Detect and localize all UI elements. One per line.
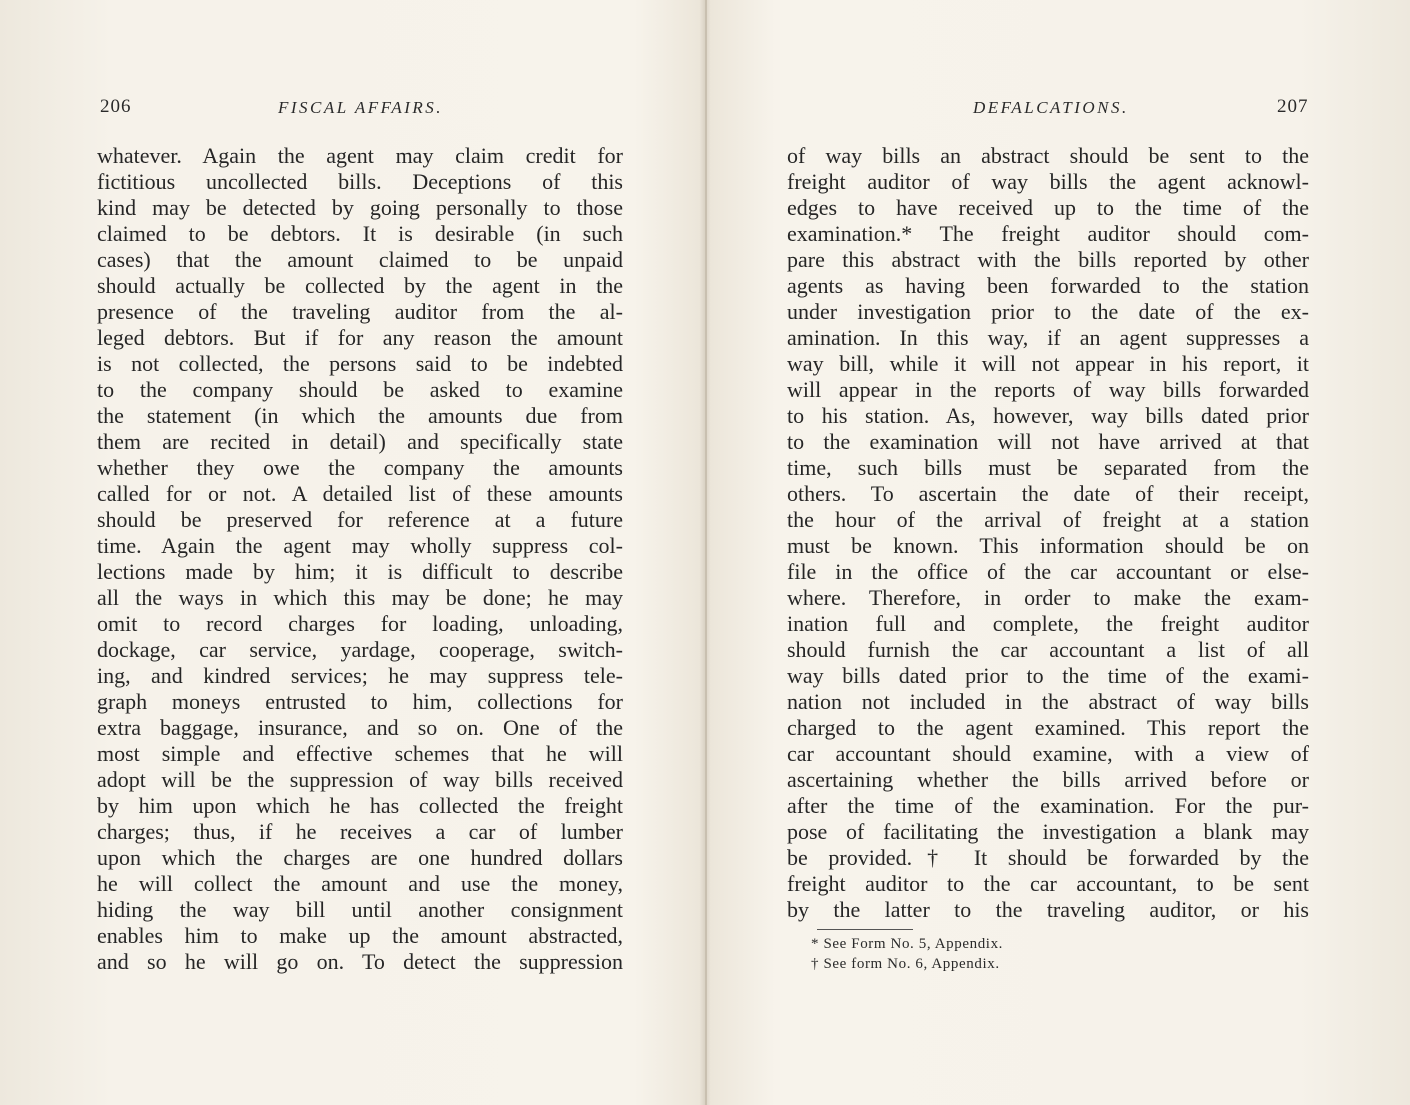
text-line: should be preserved for reference at a future (97, 507, 623, 532)
text-line: others. To ascertain the date of their receipt, (787, 481, 1309, 506)
text-line: freight auditor of way bills the agent acknowl- (787, 169, 1309, 194)
page-body-text (97, 143, 623, 975)
text-line: by him upon which he has collected the freight (97, 793, 623, 818)
footnotes (811, 934, 1003, 974)
text-line: graph moneys entrusted to him, collections for (97, 689, 623, 714)
text-line: upon which the charges are one hundred dollars (97, 845, 623, 870)
text-line: to the examination will not have arrived at that (787, 429, 1309, 454)
text-line: leged debtors. But if for any reason the amount (97, 325, 623, 350)
text-line: enables him to make up the amount abstracted, (97, 923, 623, 948)
right-page (707, 0, 1410, 1105)
page-body-text (787, 143, 1309, 923)
text-line: claimed to be debtors. It is desirable (in such (97, 221, 623, 246)
text-line: whatever. Again the agent may claim credit for (97, 143, 623, 168)
text-line: edges to have received up to the time of the (787, 195, 1309, 220)
footnote: † See form No. 6, Appendix. (811, 956, 1000, 972)
text-line: them are recited in detail) and specifically state (97, 429, 623, 454)
text-line: most simple and effective schemes that he will (97, 741, 623, 766)
text-line: car accountant should examine, with a view of (787, 741, 1309, 766)
footnote-rule (817, 929, 913, 930)
text-line: the hour of the arrival of freight at a station (787, 507, 1309, 532)
text-line: presence of the traveling auditor from the al- (97, 299, 623, 324)
text-line: should furnish the car accountant a list of all (787, 637, 1309, 662)
text-line: ing, and kindred services; he may suppress tele- (97, 663, 623, 688)
text-line: kind may be detected by going personally to those (97, 195, 623, 220)
text-line: way bill, while it will not appear in his report, it (787, 351, 1309, 376)
text-line: and so he will go on. To detect the suppression (97, 949, 623, 974)
text-line: amination. In this way, if an agent suppresses a (787, 325, 1309, 350)
text-line: ination full and complete, the freight auditor (787, 611, 1309, 636)
text-line: the statement (in which the amounts due from (97, 403, 623, 428)
text-line: fictitious uncollected bills. Deceptions of this (97, 169, 623, 194)
page-number: 207 (1277, 96, 1309, 117)
text-line: is not collected, the persons said to be indebted (97, 351, 623, 376)
text-line: pare this abstract with the bills reported by other (787, 247, 1309, 272)
text-line: time, such bills must be separated from the (787, 455, 1309, 480)
text-line: hiding the way bill until another consignment (97, 897, 623, 922)
text-line: be provided.† It should be forwarded by the (787, 845, 1309, 870)
text-line: cases) that the amount claimed to be unpaid (97, 247, 623, 272)
text-line: dockage, car service, yardage, cooperage, switch- (97, 637, 623, 662)
text-line: whether they owe the company the amounts (97, 455, 623, 480)
text-line: to his station. As, however, way bills dated prior (787, 403, 1309, 428)
text-line: will appear in the reports of way bills forwarded (787, 377, 1309, 402)
running-head: FISCAL AFFAIRS. (278, 98, 443, 117)
text-line: by the latter to the traveling auditor, or his (787, 897, 1309, 922)
text-line: nation not included in the abstract of way bills (787, 689, 1309, 714)
text-line: should actually be collected by the agent in the (97, 273, 623, 298)
text-line: examination.* The freight auditor should com- (787, 221, 1309, 246)
text-line: way bills dated prior to the time of the exami- (787, 663, 1309, 688)
text-line: called for or not. A detailed list of these amounts (97, 481, 623, 506)
footnote: * See Form No. 5, Appendix. (811, 936, 1004, 952)
text-line: agents as having been forwarded to the station (787, 273, 1309, 298)
text-line: lections made by him; it is difficult to describe (97, 559, 623, 584)
text-line: pose of facilitating the investigation a blank may (787, 819, 1309, 844)
text-line: ascertaining whether the bills arrived before or (787, 767, 1309, 792)
text-line: must be known. This information should be on (787, 533, 1309, 558)
text-line: of way bills an abstract should be sent to the (787, 143, 1309, 168)
text-line: after the time of the examination. For the pur- (787, 793, 1309, 818)
text-line: where. Therefore, in order to make the exam- (787, 585, 1309, 610)
text-line: freight auditor to the car accountant, to be sent (787, 871, 1309, 896)
running-head: DEFALCATIONS. (973, 98, 1129, 117)
text-line: all the ways in which this may be done; he may (97, 585, 623, 610)
page-number: 206 (100, 96, 132, 117)
text-line: under investigation prior to the date of the ex- (787, 299, 1309, 324)
text-line: charged to the agent examined. This report the (787, 715, 1309, 740)
text-line: extra baggage, insurance, and so on. One of the (97, 715, 623, 740)
text-line: charges; thus, if he receives a car of lumber (97, 819, 623, 844)
text-line: adopt will be the suppression of way bills received (97, 767, 623, 792)
text-line: to the company should be asked to examine (97, 377, 623, 402)
text-line: omit to record charges for loading, unloading, (97, 611, 623, 636)
text-line: time. Again the agent may wholly suppress col- (97, 533, 623, 558)
text-line: file in the office of the car accountant or else- (787, 559, 1309, 584)
text-line: he will collect the amount and use the money, (97, 871, 623, 896)
